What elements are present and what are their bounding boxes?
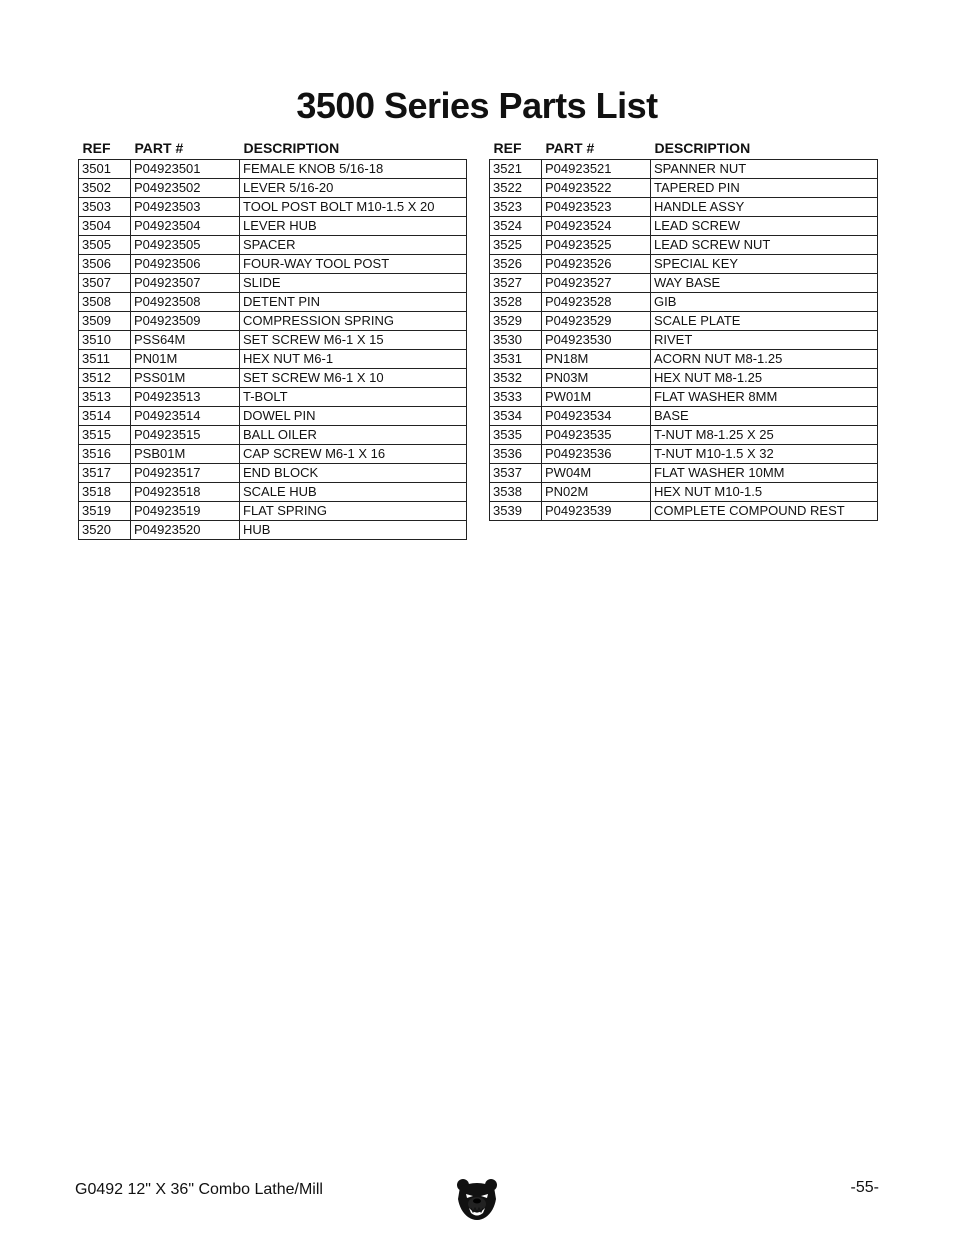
description-column-header: DESCRIPTION <box>654 139 751 156</box>
footer-machine-title: G0492 12" X 36" Combo Lathe/Mill <box>75 1181 323 1198</box>
description-cell: BALL OILER <box>240 426 467 445</box>
part-number-cell: P04923528 <box>542 293 651 312</box>
parts-table-right-body <box>490 160 878 521</box>
ref-cell: 3507 <box>79 274 131 293</box>
part-number-cell: PW04M <box>542 464 651 483</box>
part-number-cell: P04923539 <box>542 502 651 521</box>
description-cell: FLAT WASHER 10MM <box>651 464 878 483</box>
table-row <box>79 483 467 502</box>
description-cell: HANDLE ASSY <box>651 198 878 217</box>
table-row <box>79 331 467 350</box>
description-cell: HEX NUT M10-1.5 <box>651 483 878 502</box>
description-column-header: DESCRIPTION <box>243 139 340 156</box>
ref-cell: 3530 <box>490 331 542 350</box>
part-number-cell: PN03M <box>542 369 651 388</box>
ref-cell: 3515 <box>79 426 131 445</box>
table-row <box>490 293 878 312</box>
table-row <box>490 369 878 388</box>
part-number-cell: PSB01M <box>131 445 240 464</box>
ref-cell: 3523 <box>490 198 542 217</box>
description-cell: T-BOLT <box>240 388 467 407</box>
part-number-cell: P04923501 <box>131 160 240 179</box>
ref-cell: 3501 <box>79 160 131 179</box>
part-number-cell: P04923521 <box>542 160 651 179</box>
table-row <box>490 179 878 198</box>
part-number-cell: PW01M <box>542 388 651 407</box>
part-number-cell: P04923517 <box>131 464 240 483</box>
ref-cell: 3505 <box>79 236 131 255</box>
description-cell: GIB <box>651 293 878 312</box>
table-row <box>79 502 467 521</box>
ref-cell: 3531 <box>490 350 542 369</box>
part-number-cell: P04923514 <box>131 407 240 426</box>
description-cell: SCALE HUB <box>240 483 467 502</box>
part-number-cell: P04923513 <box>131 388 240 407</box>
table-row <box>79 217 467 236</box>
part-number-cell: P04923503 <box>131 198 240 217</box>
description-cell: ACORN NUT M8-1.25 <box>651 350 878 369</box>
part-number-cell: PN01M <box>131 350 240 369</box>
table-row <box>79 236 467 255</box>
part-number-cell: P04923507 <box>131 274 240 293</box>
ref-cell: 3502 <box>79 179 131 198</box>
ref-cell: 3522 <box>490 179 542 198</box>
table-row <box>79 521 467 540</box>
ref-cell: 3512 <box>79 369 131 388</box>
part-number-cell: P04923519 <box>131 502 240 521</box>
description-cell: CAP SCREW M6-1 X 16 <box>240 445 467 464</box>
part-number-cell: P04923525 <box>542 236 651 255</box>
ref-cell: 3517 <box>79 464 131 483</box>
table-row <box>490 331 878 350</box>
description-cell: FOUR-WAY TOOL POST <box>240 255 467 274</box>
table-row <box>490 464 878 483</box>
description-cell: COMPLETE COMPOUND REST <box>651 502 878 521</box>
description-cell: FEMALE KNOB 5/16-18 <box>240 160 467 179</box>
ref-cell: 3521 <box>490 160 542 179</box>
table-row <box>79 407 467 426</box>
ref-cell: 3534 <box>490 407 542 426</box>
table-row <box>490 312 878 331</box>
part-number-cell: P04923504 <box>131 217 240 236</box>
table-row <box>79 179 467 198</box>
ref-cell: 3538 <box>490 483 542 502</box>
bear-head-logo-icon <box>456 1177 498 1223</box>
part-column-header: PART # <box>134 139 184 156</box>
table-row <box>490 426 878 445</box>
ref-cell: 3520 <box>79 521 131 540</box>
description-cell: COMPRESSION SPRING <box>240 312 467 331</box>
ref-cell: 3528 <box>490 293 542 312</box>
part-number-cell: P04923506 <box>131 255 240 274</box>
ref-cell: 3535 <box>490 426 542 445</box>
table-header-row <box>79 136 467 160</box>
part-number-cell: P04923515 <box>131 426 240 445</box>
description-cell: LEVER HUB <box>240 217 467 236</box>
part-number-cell: P04923536 <box>542 445 651 464</box>
ref-cell: 3514 <box>79 407 131 426</box>
ref-cell: 3537 <box>490 464 542 483</box>
description-cell: LEAD SCREW NUT <box>651 236 878 255</box>
ref-cell: 3524 <box>490 217 542 236</box>
table-row <box>490 350 878 369</box>
part-number-cell: PN02M <box>542 483 651 502</box>
description-cell: RIVET <box>651 331 878 350</box>
table-row <box>79 274 467 293</box>
ref-cell: 3504 <box>79 217 131 236</box>
ref-column-header: REF <box>82 139 111 156</box>
table-row <box>490 255 878 274</box>
table-row <box>79 160 467 179</box>
table-row <box>79 388 467 407</box>
ref-cell: 3513 <box>79 388 131 407</box>
parts-table-left-body <box>79 160 467 540</box>
description-cell: FLAT SPRING <box>240 502 467 521</box>
part-number-cell: P04923502 <box>131 179 240 198</box>
part-number-cell: P04923518 <box>131 483 240 502</box>
part-number-cell: P04923535 <box>542 426 651 445</box>
description-cell: LEVER 5/16-20 <box>240 179 467 198</box>
description-cell: SPANNER NUT <box>651 160 878 179</box>
table-row <box>490 160 878 179</box>
part-number-cell: P04923524 <box>542 217 651 236</box>
parts-table-left <box>78 136 467 540</box>
description-cell: DOWEL PIN <box>240 407 467 426</box>
part-number-cell: P04923508 <box>131 293 240 312</box>
table-header-row <box>490 136 878 160</box>
description-cell: HEX NUT M8-1.25 <box>651 369 878 388</box>
description-cell: HEX NUT M6-1 <box>240 350 467 369</box>
table-row <box>79 198 467 217</box>
description-cell: LEAD SCREW <box>651 217 878 236</box>
table-row <box>79 464 467 483</box>
table-row <box>79 426 467 445</box>
description-cell: HUB <box>240 521 467 540</box>
ref-cell: 3511 <box>79 350 131 369</box>
ref-cell: 3503 <box>79 198 131 217</box>
table-row <box>79 445 467 464</box>
ref-cell: 3506 <box>79 255 131 274</box>
ref-cell: 3525 <box>490 236 542 255</box>
part-number-cell: P04923520 <box>131 521 240 540</box>
table-row <box>490 502 878 521</box>
page-title: 3500 Series Parts List <box>296 85 658 126</box>
description-cell: SET SCREW M6-1 X 10 <box>240 369 467 388</box>
part-number-cell: P04923509 <box>131 312 240 331</box>
table-row <box>490 483 878 502</box>
table-row <box>490 217 878 236</box>
table-row <box>79 369 467 388</box>
ref-cell: 3527 <box>490 274 542 293</box>
ref-cell: 3539 <box>490 502 542 521</box>
description-cell: SLIDE <box>240 274 467 293</box>
description-cell: TOOL POST BOLT M10-1.5 X 20 <box>240 198 467 217</box>
ref-cell: 3508 <box>79 293 131 312</box>
part-number-cell: PN18M <box>542 350 651 369</box>
part-number-cell: P04923522 <box>542 179 651 198</box>
page-number: -55- <box>850 1179 879 1196</box>
part-number-cell: PSS64M <box>131 331 240 350</box>
table-row <box>490 198 878 217</box>
description-cell: END BLOCK <box>240 464 467 483</box>
part-column-header: PART # <box>545 139 595 156</box>
description-cell: DETENT PIN <box>240 293 467 312</box>
table-row <box>79 255 467 274</box>
table-row <box>79 350 467 369</box>
ref-cell: 3526 <box>490 255 542 274</box>
table-row <box>79 293 467 312</box>
part-number-cell: P04923529 <box>542 312 651 331</box>
table-row <box>79 312 467 331</box>
table-row <box>490 236 878 255</box>
description-cell: SCALE PLATE <box>651 312 878 331</box>
ref-cell: 3510 <box>79 331 131 350</box>
description-cell: T-NUT M8-1.25 X 25 <box>651 426 878 445</box>
description-cell: SET SCREW M6-1 X 15 <box>240 331 467 350</box>
ref-cell: 3533 <box>490 388 542 407</box>
ref-column-header: REF <box>493 139 522 156</box>
part-number-cell: P04923534 <box>542 407 651 426</box>
part-number-cell: P04923526 <box>542 255 651 274</box>
table-row <box>490 388 878 407</box>
ref-cell: 3516 <box>79 445 131 464</box>
part-number-cell: P04923530 <box>542 331 651 350</box>
table-row <box>490 407 878 426</box>
table-row <box>490 445 878 464</box>
description-cell: SPECIAL KEY <box>651 255 878 274</box>
part-number-cell: PSS01M <box>131 369 240 388</box>
part-number-cell: P04923527 <box>542 274 651 293</box>
ref-cell: 3518 <box>79 483 131 502</box>
description-cell: TAPERED PIN <box>651 179 878 198</box>
ref-cell: 3519 <box>79 502 131 521</box>
ref-cell: 3509 <box>79 312 131 331</box>
description-cell: WAY BASE <box>651 274 878 293</box>
description-cell: SPACER <box>240 236 467 255</box>
parts-table-right <box>489 136 878 521</box>
ref-cell: 3532 <box>490 369 542 388</box>
ref-cell: 3529 <box>490 312 542 331</box>
ref-cell: 3536 <box>490 445 542 464</box>
part-number-cell: P04923505 <box>131 236 240 255</box>
table-row <box>490 274 878 293</box>
description-cell: BASE <box>651 407 878 426</box>
description-cell: T-NUT M10-1.5 X 32 <box>651 445 878 464</box>
part-number-cell: P04923523 <box>542 198 651 217</box>
description-cell: FLAT WASHER 8MM <box>651 388 878 407</box>
